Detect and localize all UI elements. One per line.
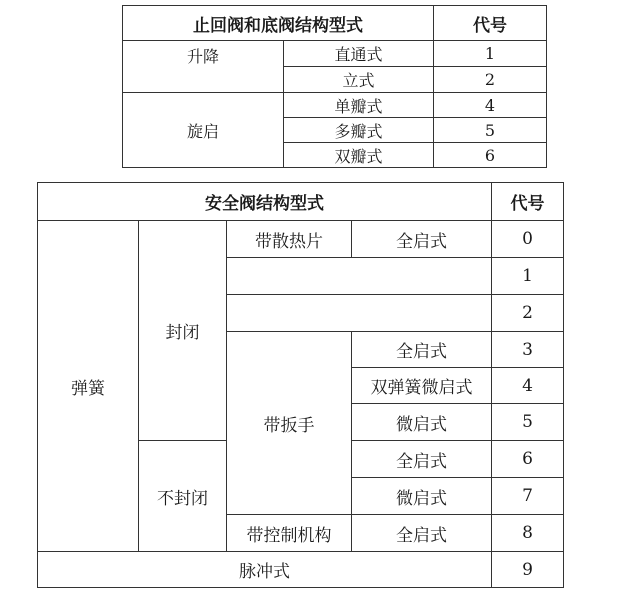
code-cell: 7 — [492, 478, 564, 515]
form-cell: 单瓣式 — [284, 93, 434, 118]
group-swing: 旋启 — [123, 93, 284, 168]
sealed-cell: 封闭 — [139, 221, 227, 441]
full-lift-cell: 全启式 — [352, 221, 492, 258]
full-lift-cell: 全启式 — [352, 332, 492, 368]
micro-lift-cell: 微启式 — [352, 404, 492, 441]
code-cell: 4 — [434, 93, 547, 118]
double-spring-micro-lift-cell: 双弹簧微启式 — [352, 368, 492, 404]
unsealed-cell: 不封闭 — [139, 441, 227, 552]
check-valve-structure-header: 止回阀和底阀结构型式 — [123, 6, 434, 41]
code-cell: 3 — [492, 332, 564, 368]
empty-cell — [227, 258, 492, 295]
code-cell: 5 — [492, 404, 564, 441]
empty-cell — [227, 295, 492, 332]
code-cell: 1 — [492, 258, 564, 295]
pulse-cell: 脉冲式 — [38, 552, 492, 588]
code-cell: 2 — [492, 295, 564, 332]
with-radiator-cell: 带散热片 — [227, 221, 352, 258]
micro-lift-cell: 微启式 — [352, 478, 492, 515]
safety-valve-table — [37, 182, 564, 588]
code-cell: 4 — [492, 368, 564, 404]
code-cell: 5 — [434, 118, 547, 143]
check-valve-table — [122, 5, 547, 168]
code-cell: 6 — [434, 143, 547, 168]
code-cell: 0 — [492, 221, 564, 258]
check-valve-code-header: 代号 — [434, 6, 547, 41]
form-cell: 立式 — [284, 67, 434, 93]
safety-code-header: 代号 — [492, 183, 564, 221]
code-cell: 6 — [492, 441, 564, 478]
safety-structure-header: 安全阀结构型式 — [38, 183, 492, 221]
code-cell: 8 — [492, 515, 564, 552]
full-lift-cell: 全启式 — [352, 515, 492, 552]
with-lever-cell: 带扳手 — [227, 332, 352, 515]
with-control-cell: 带控制机构 — [227, 515, 352, 552]
form-cell: 多瓣式 — [284, 118, 434, 143]
code-cell: 9 — [492, 552, 564, 588]
code-cell: 2 — [434, 67, 547, 93]
form-cell: 直通式 — [284, 41, 434, 67]
full-lift-cell: 全启式 — [352, 441, 492, 478]
form-cell: 双瓣式 — [284, 143, 434, 168]
group-lift: 升降 — [123, 41, 284, 93]
code-cell: 1 — [434, 41, 547, 67]
spring-cell: 弹簧 — [38, 221, 139, 552]
